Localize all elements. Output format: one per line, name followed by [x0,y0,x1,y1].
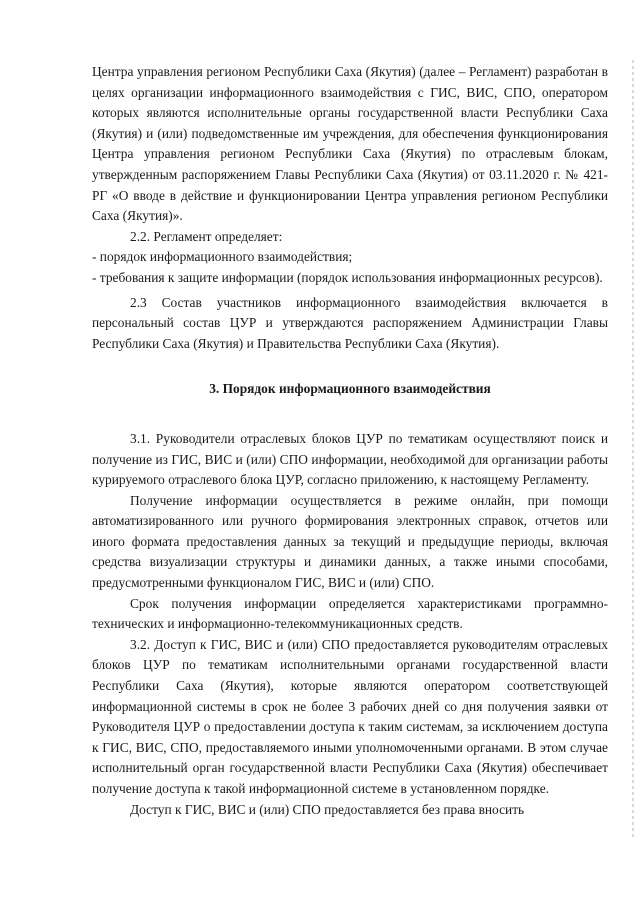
paragraph-term: Срок получения информации определяется характеристиками программно-технических и информационно-телекоммуникационных средств. [92,595,608,632]
section-heading-3: 3. Порядок информационного взаимодействия [209,381,491,397]
paragraph-2-2: 2.2. Регламент определяет: [130,228,283,244]
scan-edge-artifact [632,60,634,840]
list-item-interaction-order: - порядок информационного взаимодействия; [92,249,353,265]
paragraph-3-2: 3.2. Доступ к ГИС, ВИС и (или) СПО предоставляется руководителям отраслевых блоков ЦУР по тематикам исполнительными органами государственной власти Республики Саха (Якутия), которые являются оператором соответствующей информационной системы в срок не более 3 рабочих дней со дня получения заявки от Руководителя ЦУР о предоставлении доступа к таким системам, за исключением доступа к ГИС, ВИС, СПО, предоставляемого иными уполномоченными органами. В этом случае исполнительный орган государственной власти Республики Саха (Якутия) обеспечивает получение доступа к такой информационной системе в установленном порядке. [92,636,608,796]
paragraph-regulation-purpose: Центра управления регионом Республики Саха (Якутия) (далее – Регламент) разработан в целях организации информационного взаимодействия с ГИС, ВИС, СПО, оператором которых являются исполнительные органы государственной власти Республики Саха (Якутия) и (или) подведомственные им учреждения, для обеспечения функционирования Центра управления регионом Республики Саха (Якутия) по отраслевым блокам, утвержденным распоряжением Главы Республики Саха (Якутия) от 03.11.2020 г. № 421-РГ «О вводе в действие и функционировании Центра управления регионом Республики Саха (Якутия)». [92,64,608,224]
paragraph-access-rights: Доступ к ГИС, ВИС и (или) СПО предоставляется без права вносить [130,801,525,817]
list-item-security-requirements: - требования к защите информации (порядок использования информационных ресурсов). [92,269,603,285]
paragraph-online-access: Получение информации осуществляется в режиме онлайн, при помощи автоматизированного или ручного формирования электронных справок, отчетов или иного формата предоставления данных за текущий и предыдущие периоды, включая средства визуализации структуры и динамики данных, а также иными способами, предусмотренными функционалом ГИС, ВИС и (или) СПО. [92,492,608,591]
document-page [92,62,608,820]
paragraph-3-1: 3.1. Руководители отраслевых блоков ЦУР по тематикам осуществляют поиск и получение из ГИС, ВИС и (или) СПО информации, необходимой для организации работы курируемого отраслевого блока ЦУР, согласно приложению, к настоящему Регламенту. [92,430,608,488]
paragraph-2-3: 2.3 Состав участников информационного взаимодействия включается в персональный состав ЦУР и утверждаются распоряжением Администрации Главы Республики Саха (Якутия) и Правительства Республики Саха (Якутия). [92,294,608,351]
